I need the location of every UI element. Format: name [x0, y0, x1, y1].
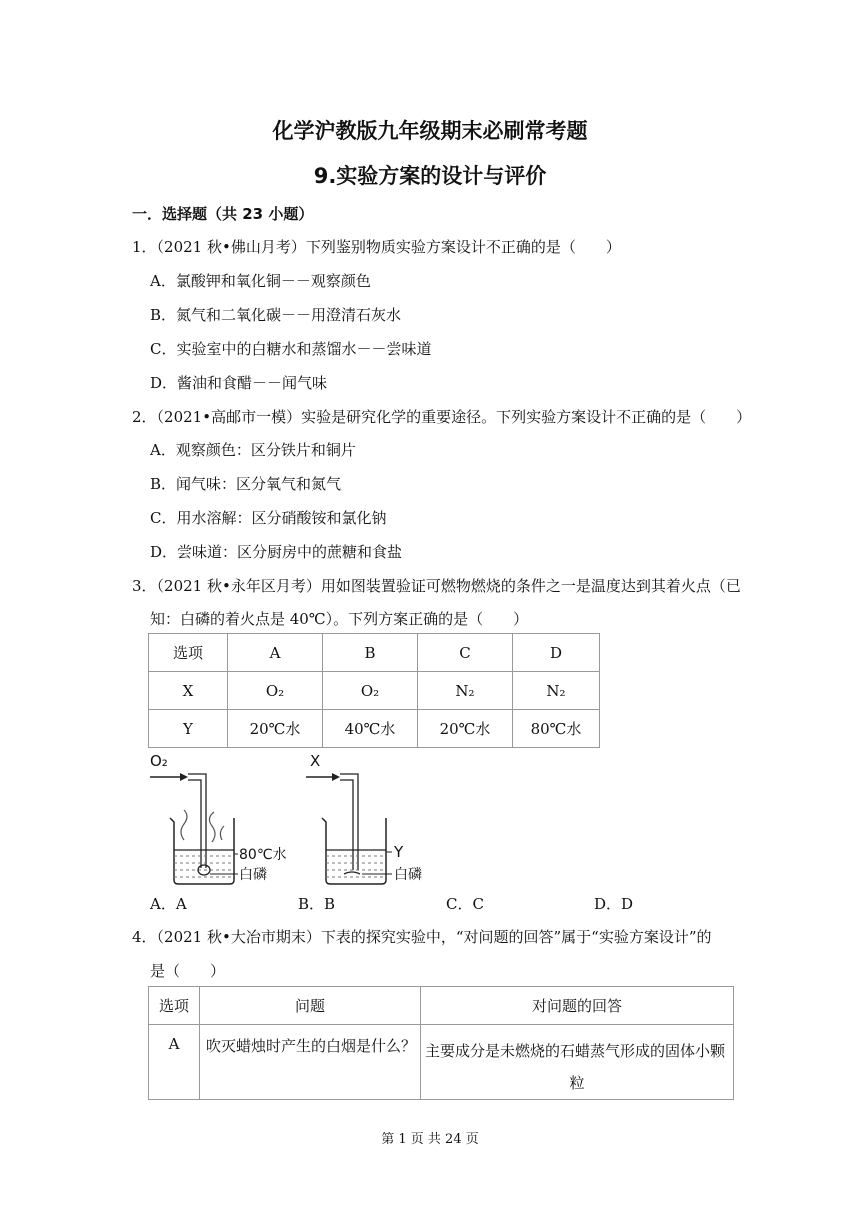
question-4-stem-line1: 4．（2021 秋•大冶市期末）下表的探究实验中，“对问题的回答”属于“实验方案设计”的 [132, 928, 712, 946]
table-cell: A [228, 634, 323, 672]
right-gas-label: X [310, 752, 321, 770]
table-cell: O₂ [228, 672, 323, 710]
right-water-label: Y [394, 843, 404, 861]
question-3-option-c: C．C [446, 895, 484, 913]
table-cell: 40℃水 [323, 710, 418, 748]
beaker-apparatus-figure [148, 750, 448, 890]
table-row [149, 1025, 734, 1100]
question-1-stem: 1．（2021 秋•佛山月考）下列鉴别物质实验方案设计不正确的是（ ） [132, 238, 621, 256]
question-2-option-b: B．闻气味：区分氧气和氮气 [150, 475, 342, 493]
white-phosphorus-right [344, 872, 360, 874]
question-1-option-d: D．酱油和食醋－－闻气味 [150, 374, 328, 392]
question-3-stem-line2: 知：白磷的着火点是 40℃）。下列方案正确的是（ ） [150, 610, 529, 628]
question-3-option-d: D．D [594, 895, 634, 913]
answer-line: 粒 [569, 1074, 585, 1092]
table-cell: Y [149, 710, 228, 748]
smoke-wisp [220, 826, 224, 840]
table-cell: 80℃水 [513, 710, 600, 748]
left-arrow-head-icon [180, 773, 188, 781]
table-cell: C [418, 634, 513, 672]
table-cell: 选项 [149, 634, 228, 672]
document-subtitle: 9.实验方案的设计与评价 [313, 164, 547, 188]
table-cell: D [513, 634, 600, 672]
right-inlet-tube [340, 774, 358, 870]
right-solid-label: 白磷 [394, 867, 422, 883]
table-row [149, 710, 600, 748]
question-1-option-a: A．氯酸钾和氧化铜－－观察颜色 [150, 272, 371, 290]
table-cell: 20℃水 [418, 710, 513, 748]
table-cell [421, 1025, 734, 1100]
question-3-option-b: B．B [298, 895, 336, 913]
table-cell: N₂ [418, 672, 513, 710]
table-header-cell: 对问题的回答 [421, 987, 734, 1025]
question-4-table [148, 986, 734, 1100]
left-water-label: 80℃水 [239, 847, 287, 863]
left-gas-label: O₂ [150, 752, 168, 770]
question-3-table [148, 633, 600, 748]
table-header-cell: 问题 [200, 987, 421, 1025]
document-title: 化学沪教版九年级期末必刷常考题 [272, 119, 588, 143]
table-row [149, 672, 600, 710]
right-arrow-head-icon [332, 773, 340, 781]
table-cell: X [149, 672, 228, 710]
table-cell: O₂ [323, 672, 418, 710]
question-3-option-a: A．A [150, 895, 187, 913]
table-cell: N₂ [513, 672, 600, 710]
question-2-stem: 2．（2021•高邮市一模）实验是研究化学的重要途径。下列实验方案设计不正确的是（ ） [132, 408, 752, 426]
page-footer: 第 1 页 共 24 页 [381, 1132, 479, 1147]
question-1-option-c: C．实验室中的白糖水和蒸馏水－－尝味道 [150, 340, 432, 358]
table-cell: A [149, 1025, 200, 1100]
table-cell: B [323, 634, 418, 672]
left-inlet-tube [188, 774, 206, 868]
question-2-option-c: C．用水溶解：区分硝酸铵和氯化钠 [150, 509, 387, 527]
question-1-option-b: B．氮气和二氧化碳－－用澄清石灰水 [150, 306, 402, 324]
table-cell: 20℃水 [228, 710, 323, 748]
table-cell: 吹灭蜡烛时产生的白烟是什么？ [200, 1025, 421, 1100]
table-row [149, 634, 600, 672]
answer-line: 主要成分是未燃烧的石蜡蒸气形成的固体小颗 [425, 1042, 726, 1060]
smoke-wisp [209, 812, 215, 842]
section-heading: 一．选择题（共 23 小题） [132, 205, 314, 223]
question-2-option-d: D．尝味道：区分厨房中的蔗糖和食盐 [150, 543, 403, 561]
question-3-stem-line1: 3．（2021 秋•永年区月考）用如图装置验证可燃物燃烧的条件之一是温度达到其着火点（已 [132, 577, 741, 595]
left-solid-label: 白磷 [239, 867, 267, 883]
table-header-row [149, 987, 734, 1025]
question-2-option-a: A．观察颜色：区分铁片和铜片 [150, 441, 356, 459]
table-header-cell: 选项 [149, 987, 200, 1025]
question-4-stem-line2: 是（ ） [150, 962, 226, 980]
smoke-wisp [181, 810, 187, 840]
